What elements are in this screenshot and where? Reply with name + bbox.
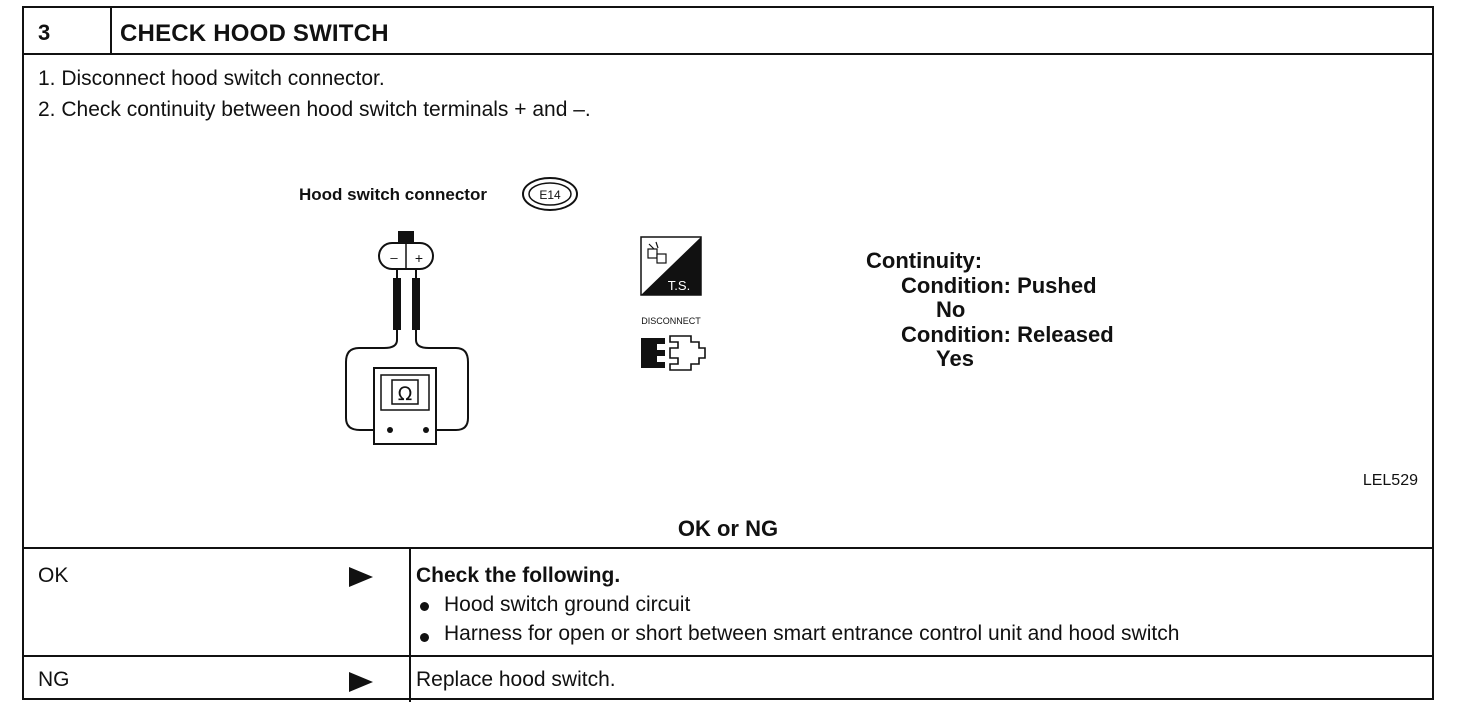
hood-switch-connector: [379, 231, 433, 269]
ok-arrow-icon: [349, 567, 373, 587]
ok-heading: Check the following.: [416, 564, 621, 587]
bullet-icon: [420, 633, 429, 642]
condition-released-value: Yes: [936, 346, 974, 371]
results-divider: [409, 547, 411, 702]
disconnect-label: DISCONNECT: [641, 316, 701, 326]
condition-released: Condition: Released: [901, 321, 1114, 347]
step-number: 3: [38, 20, 51, 45]
instruction-1: 1. Disconnect hood switch connector.: [38, 67, 385, 90]
ohmmeter: [374, 368, 436, 444]
results-mid-line: [24, 655, 1432, 657]
condition-pushed-value: No: [936, 297, 966, 322]
ts-icon: [641, 237, 701, 295]
connector-code: E14: [539, 188, 561, 202]
ng-action: Replace hood switch.: [416, 668, 616, 691]
result-question: OK or NG: [677, 516, 779, 541]
condition-pushed: Condition: Pushed: [901, 272, 1097, 298]
continuity-spec: [866, 249, 1114, 372]
step-title: CHECK HOOD SWITCH: [120, 20, 389, 47]
figure-id: LEL529: [1362, 472, 1418, 489]
ok-label: OK: [38, 564, 69, 587]
ng-arrow-icon: [349, 672, 373, 692]
disconnect-icon: [641, 316, 705, 370]
ok-item-2: Harness for open or short between smart entrance control unit and hood switch: [444, 622, 1180, 645]
continuity-test-diagram: [24, 8, 1432, 508]
ts-label: T.S.: [667, 278, 691, 293]
minus-terminal: –: [390, 250, 398, 265]
continuity-heading: Continuity:: [866, 248, 983, 273]
procedure-table: [22, 6, 1434, 700]
plus-terminal: +: [414, 250, 424, 266]
connector-label: Hood switch connector: [299, 185, 487, 204]
ng-label: NG: [38, 668, 70, 691]
instruction-2: 2. Check continuity between hood switch terminals + and –.: [38, 98, 591, 121]
ohm-symbol: Ω: [397, 383, 413, 405]
results-top-line: [24, 547, 1432, 549]
ok-item-1: Hood switch ground circuit: [444, 593, 691, 616]
connector-code-badge: [523, 178, 577, 210]
bullet-icon: [420, 602, 429, 611]
